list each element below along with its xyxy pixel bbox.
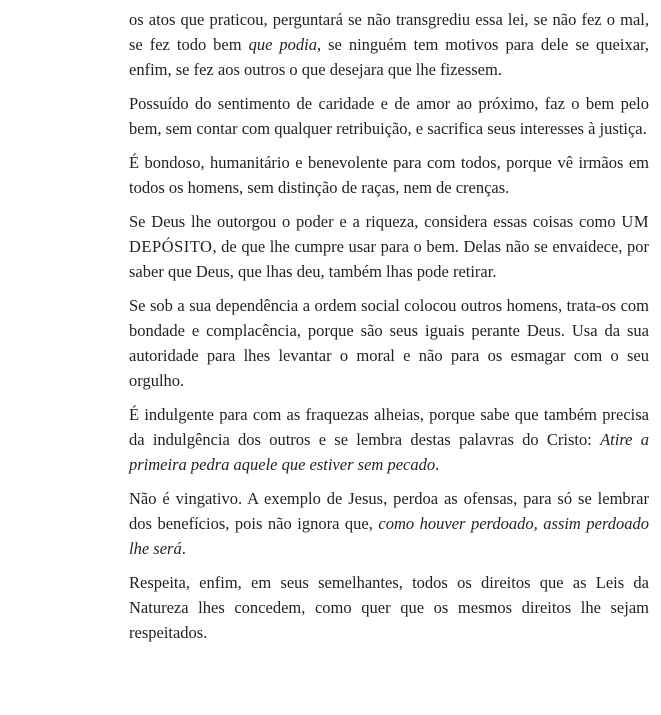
text-run: os atos que praticou, perguntará se não transgrediu essa lei, se não fez o mal, se fez todo bem — [129, 10, 649, 54]
text-run: Não é vingativo. A exemplo de Jesus, perdoa as ofensas, para só se lembrar dos benefícios, pois não ignora que, — [129, 489, 649, 533]
italic-run: como houver perdoado, assim perdoado lhe será — [129, 514, 649, 558]
paragraph-2 — [129, 91, 649, 141]
italic-run: Atire a primeira pedra aquele que estiver sem pecado — [129, 430, 649, 474]
paragraph-1 — [129, 7, 649, 82]
paragraph-8 — [129, 570, 649, 645]
text-run: É indulgente para com as fraquezas alheias, porque sabe que também precisa da indulgência dos outros e se lembra destas palavras do Cristo: — [129, 405, 649, 449]
text-run: Respeita, enfim, em seus semelhantes, todos os direitos que as Leis da Natureza lhes concedem, como quer que os mesmos direitos lhe sejam respeitados. — [129, 573, 649, 642]
text-run: . — [181, 539, 186, 558]
text-run: , de que lhe cumpre usar para o bem. Delas não se envaidece, por saber que Deus, que lhas deu, também lhas pode retirar. — [129, 237, 649, 281]
caps-run: UM DEPÓSITO — [129, 212, 649, 256]
text-run: Possuído do sentimento de caridade e de amor ao próximo, faz o bem pelo bem, sem contar com qualquer retribuição, e sacrifica seus interesses à justiça. — [129, 94, 649, 138]
paragraph-7 — [129, 486, 649, 561]
text-run: . — [435, 455, 440, 474]
paragraph-6 — [129, 402, 649, 477]
paragraph-4 — [129, 209, 649, 284]
text-run: Se sob a sua dependência a ordem social colocou outros homens, trata-os com bondade e complacência, porque são seus iguais perante Deus. Usa da sua autoridade para lhes levantar o moral e não para os esmagar com o seu orgulho. — [129, 296, 649, 390]
text-run: , se ninguém tem motivos para dele se queixar, enfim, se fez aos outros o que desejara que lhe fizessem. — [129, 35, 649, 79]
paragraph-3 — [129, 150, 649, 200]
italic-run: que podia — [248, 35, 317, 54]
paragraph-5 — [129, 293, 649, 393]
text-run: É bondoso, humanitário e benevolente para com todos, porque vê irmãos em todos os homens, sem distinção de raças, nem de crenças. — [129, 153, 649, 197]
text-run: Se Deus lhe outorgou o poder e a riqueza, considera essas coisas como — [129, 212, 622, 231]
page-body — [129, 7, 649, 645]
